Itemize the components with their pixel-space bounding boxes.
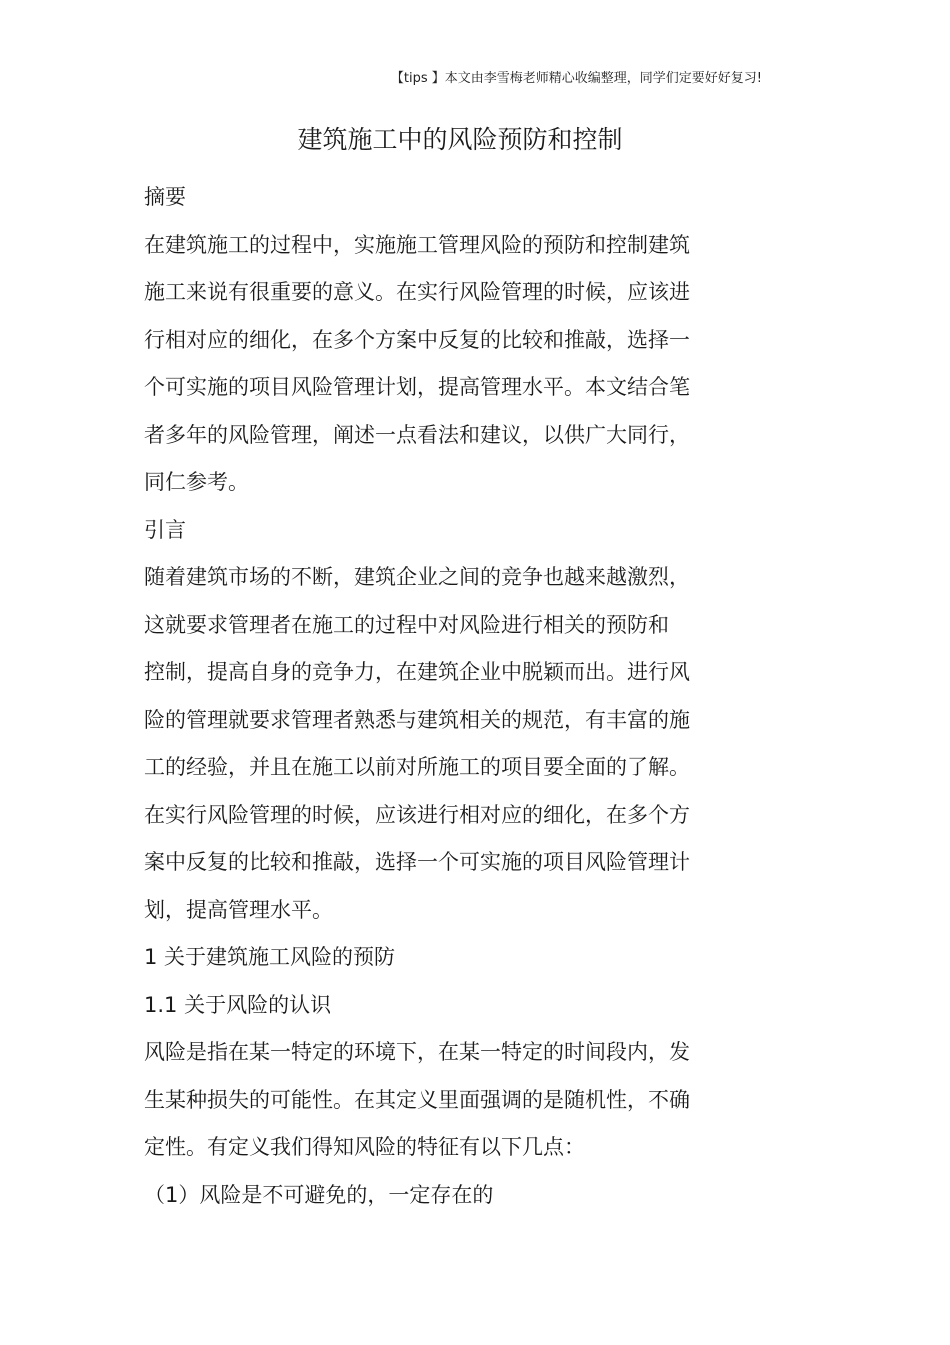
paragraph-line: 案中反复的比较和推敲，选择一个可实施的项目风险管理计 [144, 850, 690, 874]
paragraph-line: 者多年的风险管理，阐述一点看法和建议，以供广大同行， [144, 422, 690, 447]
document-body [144, 174, 744, 1219]
document-title: 建筑施工中的风险预防和控制 [297, 125, 623, 154]
heading-introduction: 引言 [144, 517, 186, 542]
header-tips: 【tips 】本文由李雪梅老师精心收编整理，同学们定要好好复习! [390, 71, 762, 86]
paragraph-line: 在建筑施工的过程中，实施施工管理风险的预防和控制建筑 [144, 232, 690, 257]
paragraph-line: 风险是指在某一特定的环境下，在某一特定的时间段内，发 [144, 1040, 690, 1064]
paragraph-line: 随着建筑市场的不断，建筑企业之间的竞争也越来越激烈， [144, 565, 690, 589]
paragraph-line: 控制，提高自身的竞争力，在建筑企业中脱颖而出。进行风 [144, 660, 690, 684]
paragraph-line: 这就要求管理者在施工的过程中对风险进行相关的预防和 [144, 612, 669, 637]
paragraph-line: 个可实施的项目风险管理计划，提高管理水平。本文结合笔 [144, 375, 690, 399]
paragraph-line: 定性。有定义我们得知风险的特征有以下几点： [144, 1135, 585, 1159]
section-heading-1: 1 关于建筑施工风险的预防 [144, 945, 396, 969]
paragraph-line: 在实行风险管理的时候，应该进行相对应的细化，在多个方 [144, 802, 690, 827]
paragraph-line: 施工来说有很重要的意义。在实行风险管理的时候，应该进 [144, 280, 690, 304]
paragraph-line: 工的经验，并且在施工以前对所施工的项目要全面的了解。 [144, 755, 690, 779]
paragraph-line: 划，提高管理水平。 [144, 897, 333, 922]
paragraph-line: 同仁参考。 [144, 470, 249, 494]
heading-abstract: 摘要 [144, 185, 186, 209]
paragraph-line: 险的管理就要求管理者熟悉与建筑相关的规范，有丰富的施 [144, 707, 690, 732]
section-heading-1-1: 1.1 关于风险的认识 [144, 992, 332, 1017]
list-item: （1）风险是不可避免的，一定存在的 [144, 1182, 494, 1207]
paragraph-line: 生某种损失的可能性。在其定义里面强调的是随机性，不确 [144, 1087, 690, 1112]
paragraph-line: 行相对应的细化，在多个方案中反复的比较和推敲，选择一 [144, 327, 690, 352]
